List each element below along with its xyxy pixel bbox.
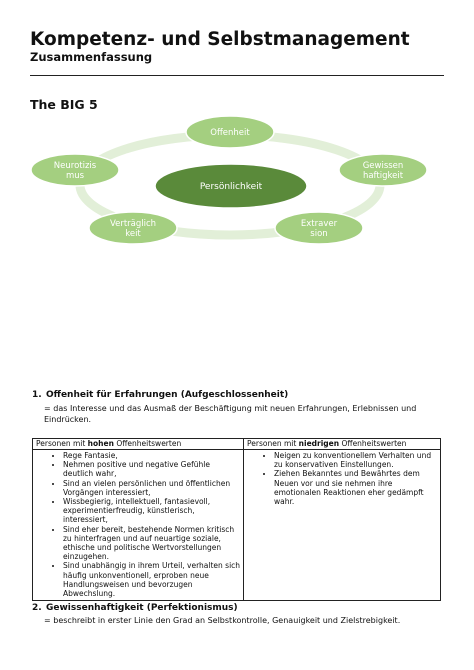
node-gewissenhaftigkeit-label: Gewissen [362,161,404,171]
high-traits-cell [33,450,244,601]
node-vertraeglichkeit [89,212,177,244]
low-traits-cell [244,450,441,601]
node-extraversion [275,212,363,244]
section-1-title: Offenheit für Erfahrungen (Aufgeschlossenheit) [46,390,289,400]
center-node-label: Persönlichkeit [199,182,263,192]
node-neurotizismus [31,154,119,186]
low-traits-list [246,451,438,506]
high-traits-list [35,451,241,598]
section-2-heading [32,603,238,613]
node-extraversion-label: Extraver [300,219,338,229]
section-2-definition: = beschreibt in erster Linie den Grad an Selbstkontrolle, Genauigkeit und Zielstrebigkeit. [44,616,401,625]
node-vertraeglichkeit-label: Verträglich [109,219,157,229]
table-header-high: Personen mit hohen Offenheitswerten [33,439,244,450]
table-header-row [33,439,441,450]
section-2-title: Gewissenhaftigkeit (Perfektionismus) [46,603,238,613]
big5-diagram [0,112,474,252]
node-neurotizismus-label: mus [65,171,85,181]
high-trait-item: • Sind eher bereit, bestehende Normen kritisch zu hinterfragen und auf neuartige soziale, ethische und politische Wertvorstellungen einzugehen. [63,525,241,562]
node-neurotizismus-label: Neurotizis [53,161,97,171]
table-header-low: Personen mit niedrigen Offenheitswerten [244,439,441,450]
high-trait-item: • Sind an vielen persönlichen und öffentlichen Vorgängen interessiert, [63,479,241,497]
high-trait-item: • Nehmen positive und negative Gefühle deutlich wahr, [63,460,241,478]
document-subtitle: Zusammenfassung [30,50,153,64]
node-gewissenhaftigkeit [339,154,427,186]
openness-comparison-table [32,438,441,601]
node-gewissenhaftigkeit-label: haftigkeit [362,171,404,181]
title-divider [30,75,444,76]
table-row [33,450,441,601]
document-title: Kompetenz- und Selbstmanagement [30,29,410,50]
node-offenheit-label: Offenheit [210,128,250,138]
node-offenheit [186,116,274,148]
section-heading-big5: The BIG 5 [30,97,98,112]
high-trait-item: • Wissbegierig, intellektuell, fantasievoll, experimentierfreudig, künstlerisch, interessiert, [63,497,241,525]
high-trait-item: • Rege Fantasie, [63,451,241,460]
section-1-definition: = das Interesse und das Ausmaß der Beschäftigung mit neuen Erfahrungen, Erlebnissen und Eindrücken. [44,404,417,424]
high-trait-item: • Sind unabhängig in ihrem Urteil, verhalten sich häufig unkonventionell, erproben neue Handlungsweisen und bevorzugen Abwechslung. [63,561,241,598]
section-2-number: 2. [32,603,42,613]
section-1-heading [32,390,288,400]
low-trait-item: • Neigen zu konventionellem Verhalten und zu konservativen Einstellungen. [274,451,438,469]
section-1-number: 1. [32,390,42,400]
low-trait-item: • Ziehen Bekanntes und Bewährtes dem Neuen vor und sie nehmen ihre emotionalen Reaktionen eher gedämpft wahr. [274,469,438,506]
node-vertraeglichkeit-label: keit [125,229,141,239]
node-extraversion-label: sion [310,229,328,239]
